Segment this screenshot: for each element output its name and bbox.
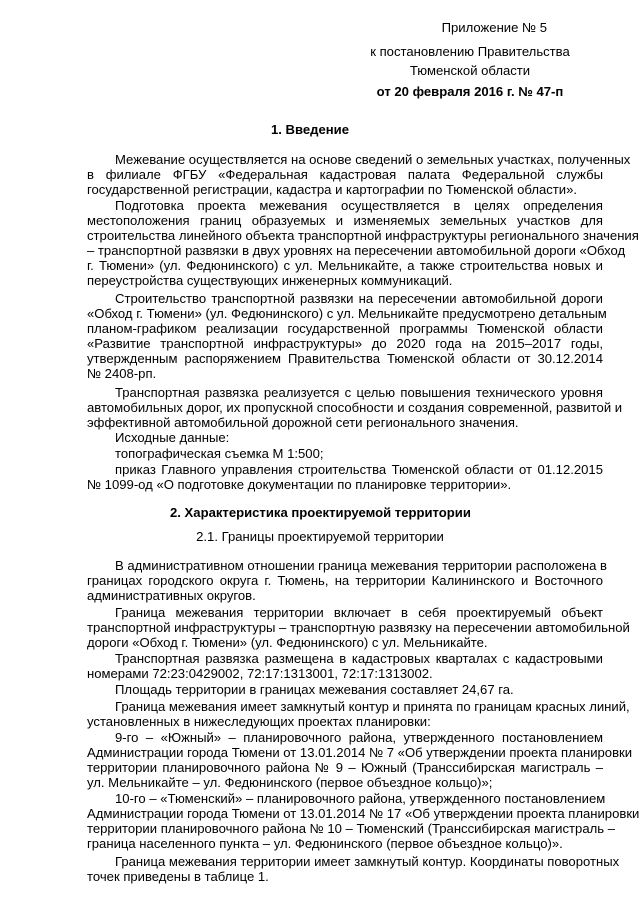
s2-line: 10-го – «Тюменский» – планировочного района, утвержденного постановлением xyxy=(115,791,606,806)
s2-line: Площадь территории в границах межевания составляет 24,67 га. xyxy=(115,682,514,697)
s2-line: транспортной инфраструктуры – транспортную развязку на пересечении автомобильной xyxy=(87,620,630,635)
s1-line: строительства линейного объекта транспортной инфраструктуры регионального значения xyxy=(87,228,639,243)
s1-line: № 1099-од «О подготовке документации по планировке территории». xyxy=(87,477,512,492)
s1-line: топографическая съемка М 1:500; xyxy=(115,446,324,461)
s1-line: «Обход г. Тюмени» (ул. Федюнинского) с ул. Мельникайте предусмотрено детальным xyxy=(87,306,607,321)
s2-line: Администрации города Тюмени от 13.01.2014 № 17 «Об утверждении проекта планировки xyxy=(87,806,640,821)
s2-line: установленных в нижеследующих проектах планировки: xyxy=(87,714,431,729)
s1-line: эффективной автомобильной дорожной сети регионального значения. xyxy=(87,415,519,430)
s1-line: утвержденным распоряжением Правительства Тюменской области от 30.12.2014 xyxy=(87,351,603,366)
section-2-title: 2. Характеристика проектируемой территории xyxy=(170,505,471,520)
s1-line: планом-графиком реализации государственной программы Тюменской области xyxy=(87,321,603,336)
resolution-reference: к постановлению Правительства xyxy=(370,44,570,59)
s2-line: Транспортная развязка размещена в кадастровых кварталах с кадастровыми xyxy=(115,651,603,666)
s1-line: приказ Главного управления строительства Тюменской области от 01.12.2015 xyxy=(115,462,603,477)
s2-line: территории планировочного района № 9 – Южный (Транссибирская магистраль – xyxy=(87,760,603,775)
s1-line: Подготовка проекта межевания осуществляется в целях определения xyxy=(115,198,603,213)
s2-line: граница населенного пункта – ул. Федюнинского (первое объездное кольцо)». xyxy=(87,836,563,851)
s1-line: Строительство транспортной развязки на пересечении автомобильной дороги xyxy=(115,291,603,306)
s1-line: – транспортной развязки в двух уровнях на пересечении автомобильной дороги «Обход xyxy=(87,243,626,258)
s2-line: точек приведены в таблице 1. xyxy=(87,869,269,884)
s2-line: границах городского округа г. Тюмень, на территории Калининского и Восточного xyxy=(87,573,603,588)
s2-line: 9-го – «Южный» – планировочного района, утвержденного постановлением xyxy=(115,730,603,745)
s2-line: Граница межевания территории имеет замкнутый контур. Координаты поворотных xyxy=(115,854,620,869)
s2-line: территории планировочного района № 10 – Тюменский (Транссибирская магистраль – xyxy=(87,821,615,836)
s2-line: дороги «Обход г. Тюмени» (ул. Федюнинского) с ул. Мельникайте. xyxy=(87,635,488,650)
s2-line: номерами 72:23:0429002, 72:17:1313001, 72:17:1313002. xyxy=(87,666,433,681)
s2-line: Администрации города Тюмени от 13.01.2014 № 7 «Об утверждении проекта планировки xyxy=(87,745,633,760)
s2-line: административных округов. xyxy=(87,588,256,603)
resolution-date-number: от 20 февраля 2016 г. № 47-п xyxy=(376,84,564,99)
s1-line: переустройства существующих инженерных коммуникаций. xyxy=(87,273,453,288)
s1-line: № 2408-рп. xyxy=(87,366,157,381)
s1-line: местоположения границ образуемых и изменяемых земельных участков для xyxy=(87,213,603,228)
s1-line: Транспортная развязка реализуется с целью повышения технического уровня xyxy=(115,385,603,400)
s2-line: Граница межевания территории включает в себя проектируемый объект xyxy=(115,605,603,620)
s2-line: ул. Мельникайте – ул. Федюнинского (первое объездное кольцо)»; xyxy=(87,775,493,790)
s1-line: Исходные данные: xyxy=(115,430,230,445)
section-1-title: 1. Введение xyxy=(270,122,349,137)
s1-line: «Развитие транспортной инфраструктуры» до 2020 года на 2015–2017 годы, xyxy=(87,336,603,351)
s2-line: Граница межевания имеет замкнутый контур и принята по границам красных линий, xyxy=(115,699,630,714)
s1-line: Межевание осуществляется на основе сведений о земельных участках, полученных xyxy=(115,152,631,167)
s1-line: в филиале ФГБУ «Федеральная кадастровая палата Федеральной службы xyxy=(87,167,603,182)
subsection-2-1-title: 2.1. Границы проектируемой территории xyxy=(196,529,444,544)
region-name: Тюменской области xyxy=(409,63,531,78)
s1-line: г. Тюмени» (ул. Федюнинского) с ул. Мельникайте, а также строительства новых и xyxy=(87,258,603,273)
s1-line: государственной регистрации, кадастра и картографии по Тюменской области». xyxy=(87,182,578,197)
appendix-number: Приложение № 5 xyxy=(441,20,547,35)
s1-line: автомобильных дорог, их пропускной способности и создания современной, развитой и xyxy=(87,400,623,415)
s2-line: В административном отношении граница межевания территории расположена в xyxy=(115,558,607,573)
